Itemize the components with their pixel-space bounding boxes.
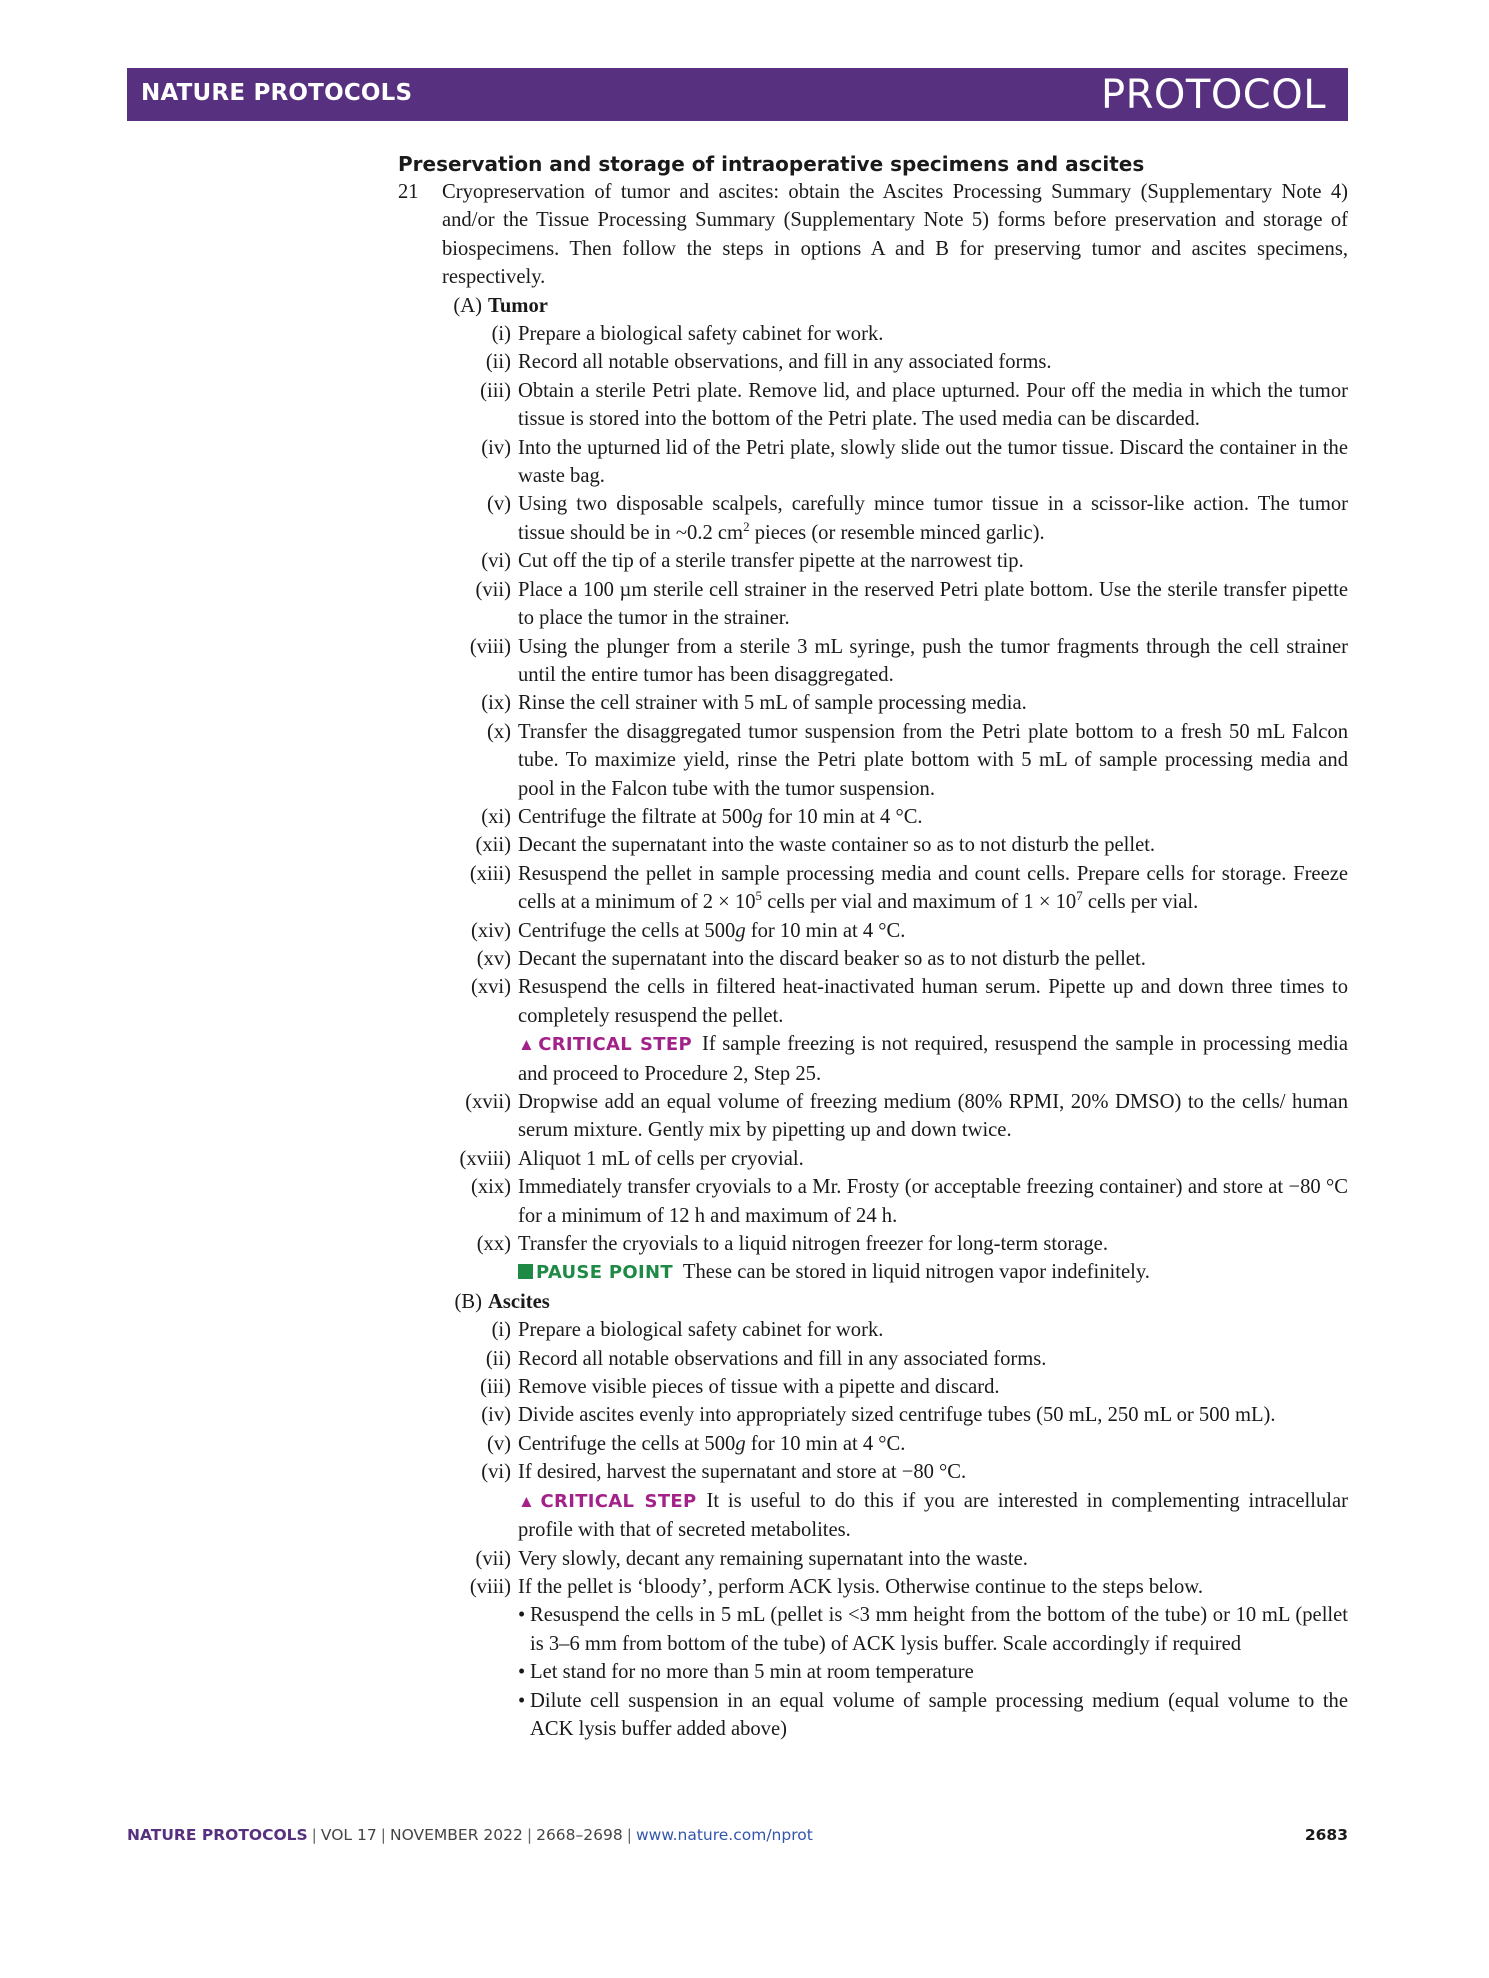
text-part: for 10 min at 4 °C. <box>762 805 923 828</box>
item-text: Decant the supernatant into the discard beaker so as to not disturb the pellet. <box>518 947 1146 970</box>
item-number: (vii) <box>475 578 511 601</box>
bullet-text: Resuspend the cells in 5 mL (pellet is <3 mm height from the bottom of the tube) or 10 mL (pellet is 3–6 mm from bottom of the tube) of ACK lysis buffer. Scale accordingly if required <box>530 1604 1348 1655</box>
critical-step-label: CRITICAL STEP <box>540 1490 697 1512</box>
item-text: Decant the supernatant into the waste container so as to not disturb the pellet. <box>518 834 1156 857</box>
item-main-text: Transfer the cryovials to a liquid nitrogen freezer for long-term storage. <box>518 1233 1108 1256</box>
list-item <box>442 348 1348 376</box>
header-banner <box>127 68 1348 121</box>
item-number: (vi) <box>481 550 511 573</box>
item-number: (i) <box>491 323 511 346</box>
italic-unit: g <box>752 805 763 828</box>
item-text <box>518 490 1348 547</box>
item-number: (ii) <box>485 1347 511 1370</box>
item-number: (x) <box>486 720 511 743</box>
item-text: Remove visible pieces of tissue with a pipette and discard. <box>518 1376 1000 1399</box>
italic-unit: g <box>735 919 746 942</box>
bullet-list <box>518 1601 1348 1743</box>
list-item <box>442 831 1348 859</box>
item-number: (xiv) <box>470 919 511 942</box>
critical-step-text: It is useful to do this if you are interested in complementing intracellular profile with that of secreted metabolites. <box>518 1489 1348 1542</box>
item-text: Obtain a sterile Petri plate. Remove lid, and place upturned. Pour off the media in which the tumor tissue is stored into the bottom of the Petri plate. The used media can be discarded. <box>518 379 1348 431</box>
list-item <box>442 1145 1348 1173</box>
text-part: Centrifuge the cells at 500 <box>518 919 736 942</box>
item-number: (iii) <box>480 1376 511 1399</box>
critical-step-text: If sample freezing is not required, resuspend the sample in processing media and proceed to Procedure 2, Step 25. <box>518 1033 1348 1085</box>
item-main-text: If desired, harvest the supernatant and store at −80 °C. <box>518 1461 967 1484</box>
item-number: (xv) <box>476 947 511 970</box>
item-text: Into the upturned lid of the Petri plate, slowly slide out the tumor tissue. Discard the container in the waste bag. <box>518 436 1348 488</box>
pause-point-text: These can be stored in liquid nitrogen vapor indefinitely. <box>682 1261 1150 1284</box>
bullet-item <box>518 1601 1348 1658</box>
superscript: 2 <box>743 519 750 535</box>
item-text <box>518 803 1348 831</box>
option-title: Tumor <box>488 294 548 317</box>
footer-pages: 2668–2698 <box>536 1826 623 1844</box>
list-item <box>442 1316 1348 1344</box>
list-item <box>442 1573 1348 1743</box>
critical-step-label: CRITICAL STEP <box>538 1034 692 1056</box>
journal-name: NATURE PROTOCOLS <box>141 80 413 106</box>
article-type: PROTOCOL <box>1100 72 1326 118</box>
step-text <box>442 178 1348 1743</box>
footer-date: NOVEMBER 2022 <box>389 1826 523 1844</box>
step-number: 21 <box>398 181 419 203</box>
list-item <box>442 377 1348 434</box>
item-number: (xi) <box>481 805 511 828</box>
page-number: 2683 <box>1304 1826 1348 1844</box>
bullet-item <box>518 1658 1348 1686</box>
item-text: Dropwise add an equal volume of freezing medium (80% RPMI, 20% DMSO) to the cells/ human serum mixture. Gently mix by pipetting up and down twice. <box>518 1091 1348 1142</box>
item-number: (xviii) <box>459 1147 511 1170</box>
item-text: Place a 100 µm sterile cell strainer in the reserved Petri plate bottom. Use the sterile transfer pipette to place the tumor in the strainer. <box>518 578 1348 630</box>
bullet-dot-icon: • <box>518 1661 526 1684</box>
list-item <box>442 689 1348 717</box>
list-item <box>442 633 1348 690</box>
item-text <box>518 1458 1348 1544</box>
item-number: (xvii) <box>465 1091 511 1113</box>
list-item <box>442 1545 1348 1573</box>
page-footer <box>127 1826 1348 1844</box>
text-part: cells per vial and maximum of 1 × 10 <box>762 891 1077 914</box>
text-part: for 10 min at 4 °C. <box>745 919 906 942</box>
item-text <box>518 917 1348 945</box>
item-text: Using the plunger from a sterile 3 mL syringe, push the tumor fragments through the cell strainer until the entire tumor has been disaggregated. <box>518 635 1348 686</box>
text-part: Using two disposable scalpels, carefully mince tumor tissue in a scissor-like action. The tumor tissue should be in ~0.2 cm <box>518 493 1348 544</box>
option-title: Ascites <box>488 1290 550 1313</box>
item-number: (xx) <box>476 1233 511 1256</box>
critical-step-note <box>518 1030 1348 1088</box>
item-text <box>518 1430 1348 1458</box>
italic-unit: g <box>735 1432 746 1455</box>
warning-triangle-icon: ▲ <box>518 1491 539 1511</box>
main-content <box>398 150 1348 1743</box>
text-part: Centrifuge the filtrate at 500 <box>518 805 753 828</box>
item-number: (iii) <box>480 379 511 402</box>
item-number: (v) <box>486 493 511 516</box>
list-item <box>442 320 1348 348</box>
text-part: for 10 min at 4 °C. <box>745 1432 906 1455</box>
superscript: 7 <box>1076 888 1083 904</box>
list-item <box>442 1230 1348 1288</box>
superscript: 5 <box>755 888 763 904</box>
list-item <box>442 547 1348 575</box>
list-item <box>442 490 1348 547</box>
text-part: Resuspend the pellet in sample processing media and count cells. Prepare cells for storage. Freeze cells at a minimum of 2 × 10 <box>518 862 1348 914</box>
item-text: Rinse the cell strainer with 5 mL of sample processing media. <box>518 692 1027 715</box>
list-item <box>442 973 1348 1088</box>
option-b <box>442 1288 1348 1316</box>
item-main-text: If the pellet is ‘bloody’, perform ACK lysis. Otherwise continue to the steps below. <box>518 1575 1203 1598</box>
footer-url-link[interactable]: www.nature.com/nprot <box>635 1826 813 1844</box>
item-number: (vii) <box>475 1547 511 1570</box>
separator: | <box>626 1826 632 1844</box>
item-text <box>518 860 1348 917</box>
option-a <box>442 292 1348 320</box>
separator: | <box>526 1826 533 1844</box>
item-number: (i) <box>491 1319 511 1342</box>
list-item <box>442 1458 1348 1544</box>
critical-step-note <box>518 1487 1348 1545</box>
bullet-text: Let stand for no more than 5 min at room temperature <box>530 1661 974 1684</box>
item-number: (xiii) <box>469 862 511 885</box>
item-number: (xii) <box>475 834 511 857</box>
option-label: (A) <box>453 294 482 317</box>
item-number: (viii) <box>469 1575 511 1598</box>
footer-journal: NATURE PROTOCOLS <box>127 1826 308 1844</box>
footer-volume: VOL 17 <box>320 1826 377 1844</box>
option-label: (B) <box>454 1290 482 1313</box>
item-text <box>518 973 1348 1088</box>
list-item <box>442 1373 1348 1401</box>
separator: | <box>380 1826 386 1844</box>
bullet-text: Dilute cell suspension in an equal volume of sample processing medium (equal volume to the ACK lysis buffer added above) <box>530 1689 1348 1740</box>
section-title: Preservation and storage of intraoperative specimens and ascites <box>398 152 1145 176</box>
separator: | <box>311 1826 317 1844</box>
item-number: (v) <box>486 1432 511 1455</box>
item-number: (ii) <box>485 351 511 374</box>
list-item <box>442 1401 1348 1429</box>
item-number: (xix) <box>470 1176 511 1199</box>
step-21 <box>398 178 1348 1743</box>
item-main-text: Resuspend the cells in filtered heat-inactivated human serum. Pipette up and down three times to completely resuspend the pellet. <box>518 976 1348 1027</box>
item-text: Record all notable observations, and fill in any associated forms. <box>518 351 1052 374</box>
item-number: (viii) <box>469 635 511 658</box>
text-part: cells per vial. <box>1082 891 1199 914</box>
list-item <box>442 945 1348 973</box>
list-item <box>442 1173 1348 1230</box>
list-item <box>442 576 1348 633</box>
item-text: Prepare a biological safety cabinet for work. <box>518 1319 884 1342</box>
pause-square-icon <box>518 1264 533 1279</box>
text-part: pieces (or resemble minced garlic). <box>749 521 1045 544</box>
item-text <box>518 1573 1348 1743</box>
item-text: Cut off the tip of a sterile transfer pipette at the narrowest tip. <box>518 550 1024 573</box>
option-a-list <box>442 320 1348 1288</box>
item-text: Very slowly, decant any remaining supernatant into the waste. <box>518 1547 1028 1570</box>
item-number: (iv) <box>481 436 511 459</box>
list-item <box>442 860 1348 917</box>
item-number: (iv) <box>481 1404 511 1427</box>
warning-triangle-icon: ▲ <box>518 1035 537 1055</box>
list-item <box>442 434 1348 491</box>
list-item <box>442 1088 1348 1145</box>
list-item <box>442 718 1348 803</box>
item-text: Aliquot 1 mL of cells per cryovial. <box>518 1147 804 1170</box>
list-item <box>442 917 1348 945</box>
item-text: Immediately transfer cryovials to a Mr. Frosty (or acceptable freezing container) and store at −80 °C for a minimum of 12 h and maximum of 24 h. <box>518 1176 1348 1227</box>
item-text: Record all notable observations and fill in any associated forms. <box>518 1347 1047 1370</box>
bullet-dot-icon: • <box>518 1689 526 1712</box>
bullet-dot-icon: • <box>518 1604 526 1627</box>
item-number: (ix) <box>481 692 511 715</box>
pause-point-note <box>518 1258 1348 1287</box>
item-text: Transfer the disaggregated tumor suspension from the Petri plate bottom to a fresh 50 mL Falcon tube. To maximize yield, rinse the Petri plate bottom with 5 mL of sample processing media and pool in the Falcon tube with the tumor suspension. <box>518 720 1348 800</box>
item-number: (xvi) <box>470 976 511 999</box>
step-intro: Cryopreservation of tumor and ascites: obtain the Ascites Processing Summary (Supplementary Note 4) and/or the Tissue Processing Summary (Supplementary Note 5) forms before preservation and storage of biospecimens. Then follow the steps in options A and B for preserving tumor and ascites specimens, respectively. <box>442 181 1348 289</box>
list-item <box>442 1345 1348 1373</box>
bullet-item <box>518 1687 1348 1744</box>
option-b-list <box>442 1316 1348 1743</box>
text-part: Centrifuge the cells at 500 <box>518 1432 736 1455</box>
item-text <box>518 1230 1348 1288</box>
list-item <box>442 1430 1348 1458</box>
item-text: Prepare a biological safety cabinet for work. <box>518 323 884 346</box>
list-item <box>442 803 1348 831</box>
item-number: (vi) <box>481 1461 511 1484</box>
item-text: Divide ascites evenly into appropriately sized centrifuge tubes (50 mL, 250 mL or 500 mL). <box>518 1404 1276 1427</box>
pause-point-label: PAUSE POINT <box>536 1262 673 1284</box>
